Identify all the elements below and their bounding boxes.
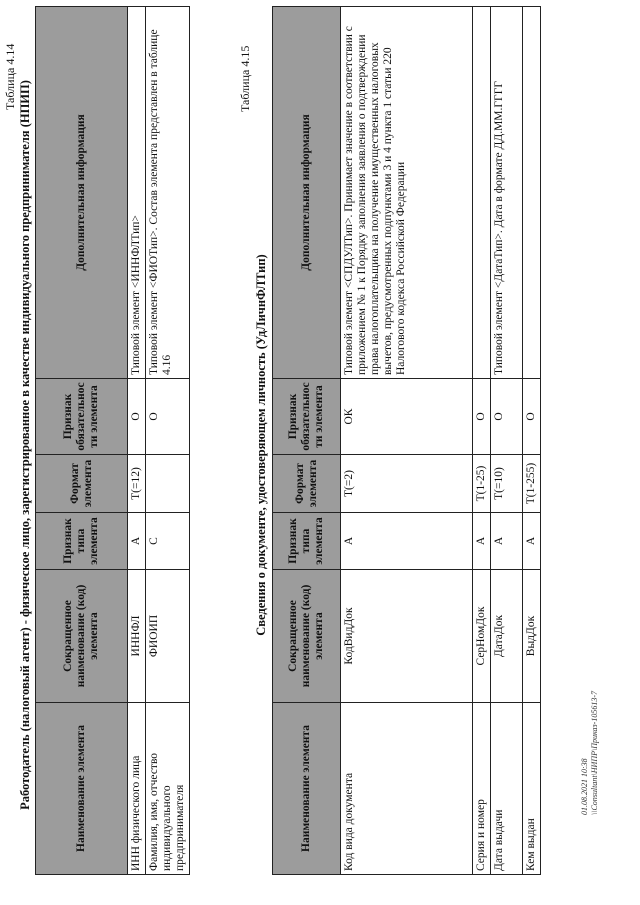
table2 <box>272 6 541 875</box>
table-cell: T(1-255) <box>523 455 541 513</box>
table-cell: А <box>491 513 523 570</box>
table-cell <box>473 7 491 379</box>
table-row <box>491 7 523 875</box>
table-cell: Типовой элемент <ФИОТип>. Состав элемента представлен в таблице 4.16 <box>146 7 190 379</box>
table-row <box>341 7 473 875</box>
table-cell: ВыдДок <box>523 570 541 703</box>
table1-header: Дополнительная информация <box>36 7 128 379</box>
table-cell: T(=10) <box>491 455 523 513</box>
footer-path: \\Consultant\НИПР\Приказ-105613-7 <box>590 691 599 815</box>
table2-header: Признак обязательности элемента <box>273 379 341 455</box>
table-cell: А <box>341 513 473 570</box>
table-cell: ДатаДок <box>491 570 523 703</box>
table1-header: Признак типа элемента <box>36 513 128 570</box>
table1-header: Признак обязательности элемента <box>36 379 128 455</box>
table-cell: ИННФЛ <box>128 570 146 703</box>
table2-header: Наименование элемента <box>273 703 341 875</box>
table-cell: О <box>146 379 190 455</box>
table-row <box>146 7 190 875</box>
table-cell: А <box>128 513 146 570</box>
table1-header: Наименование элемента <box>36 703 128 875</box>
footer-stamp <box>580 691 600 815</box>
table-cell: С <box>146 513 190 570</box>
table-cell: Серия и номер <box>473 703 491 875</box>
table-row <box>523 7 541 875</box>
table1-header-row <box>36 7 128 875</box>
footer-date: 01.08.2021 10:38 <box>580 758 589 815</box>
table2-header-row <box>273 7 341 875</box>
table-cell: О <box>523 379 541 455</box>
table2-header: Дополнительная информация <box>273 7 341 379</box>
table-cell: КодВидДок <box>341 570 473 703</box>
table2-caption: Таблица 4.15 <box>238 45 252 112</box>
table-row <box>473 7 491 875</box>
table2-header: Формат элемента <box>273 455 341 513</box>
table1 <box>35 6 190 875</box>
table-cell: Типовой элемент <ИННФЛТип> <box>128 7 146 379</box>
table-cell: А <box>473 513 491 570</box>
table-cell: О <box>491 379 523 455</box>
table-cell: Дата выдачи <box>491 703 523 875</box>
table-cell: ОК <box>341 379 473 455</box>
table-cell <box>523 7 541 379</box>
table-cell: Типовой элемент <СПДУЛТип>. Принимает значение в соответствии с приложением № 1 к Порядку заполнения заявления о подтверждении права налогоплательщика на получение имущественных налоговых вычетов, предусмотренных подпунктами 3 и 4 пункта 1 статьи 220 Налогового кодекса Российской Федерации <box>341 7 473 379</box>
table-cell: ИНН физического лица <box>128 703 146 875</box>
table1-title: Работодатель (налоговый агент) - физическое лицо, зарегистрированное в качестве индивидуального предпринимателя (НПИП) <box>18 80 32 810</box>
table-cell: О <box>473 379 491 455</box>
table-cell: T(=12) <box>128 455 146 513</box>
table2-title: Сведения о документе, удостоверяющем личность (УдЛичнФЛТип) <box>254 254 268 636</box>
table1-header: Формат элемента <box>36 455 128 513</box>
table-cell: Типовой элемент <ДатаТип>. Дата в формате ДД.ММ.ГГГГ <box>491 7 523 379</box>
table1-header: Сокращенное наименование (код) элемента <box>36 570 128 703</box>
table2-header: Сокращенное наименование (код) элемента <box>273 570 341 703</box>
table-cell: А <box>523 513 541 570</box>
table2-header: Признак типа элемента <box>273 513 341 570</box>
table-cell: Кем выдан <box>523 703 541 875</box>
table-cell: О <box>128 379 146 455</box>
table1-caption: Таблица 4.14 <box>3 43 17 110</box>
table-cell: Код вида документа <box>341 703 473 875</box>
table-cell: ФИОИП <box>146 570 190 703</box>
table-cell: T(=2) <box>341 455 473 513</box>
table-cell: СерНомДок <box>473 570 491 703</box>
table-cell: Фамилия, имя, отчество индивидуального предпринимателя <box>146 703 190 875</box>
table-cell: T(1-25) <box>473 455 491 513</box>
table-row <box>128 7 146 875</box>
table-cell <box>146 455 190 513</box>
